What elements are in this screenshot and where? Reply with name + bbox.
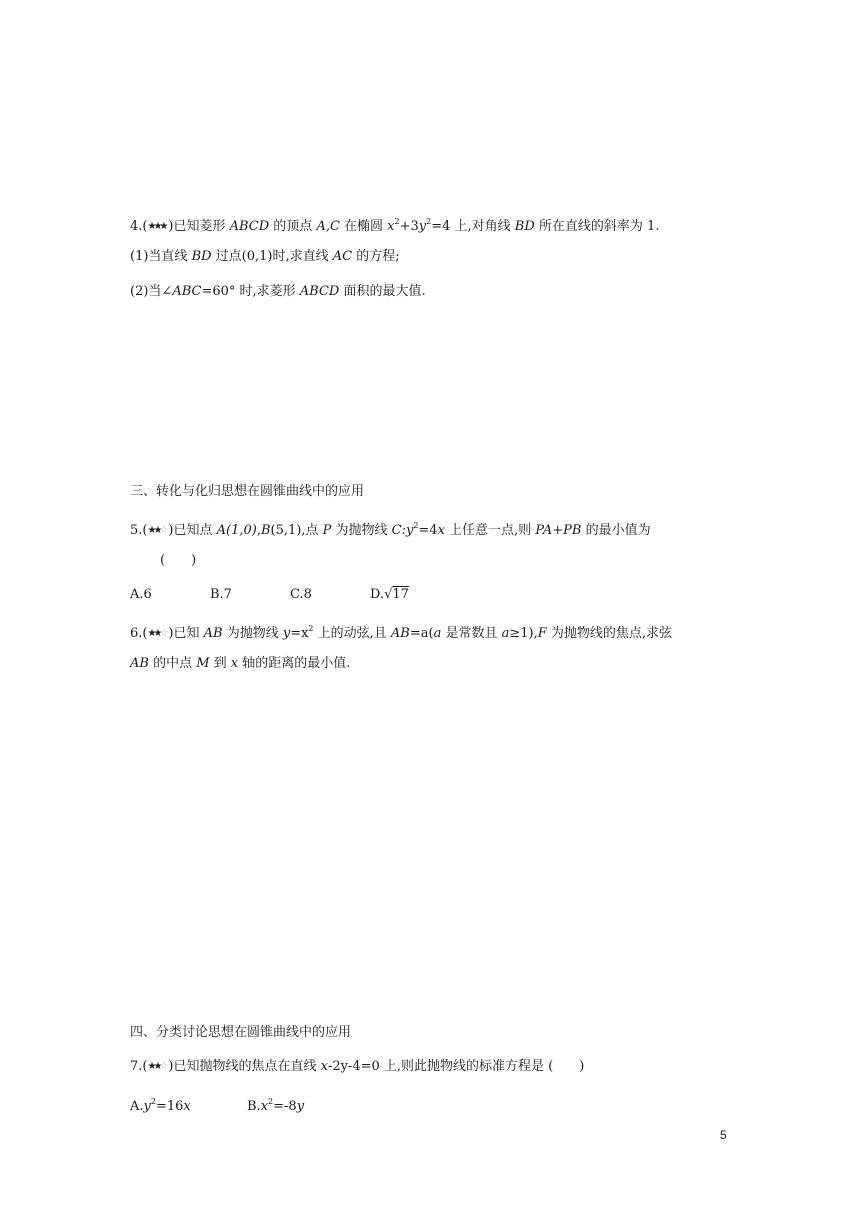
q4-subquestion-2: (2)当∠ABC=60° 时,求菱形 ABCD 面积的最大值.: [130, 284, 426, 299]
q5-option-d: D.√17: [370, 585, 409, 605]
difficulty-stars-icon: ★★☆: [147, 1061, 166, 1072]
difficulty-stars-icon: ★★☆: [147, 525, 166, 536]
q5-options: [130, 585, 409, 605]
section-3-heading: 三、转化与化归思想在圆锥曲线中的应用: [130, 484, 365, 499]
q7-options: [130, 1092, 304, 1117]
difficulty-stars-icon: ★★☆: [147, 628, 166, 639]
q4-number: 4.: [130, 219, 143, 234]
q5-line-1: 5.(★★☆ )已知点 A(1,0),B(5,1),点 P 为抛物线 $C:y^2=4x$ 上任意一点,则 PA+PB 的最小值为: [130, 516, 651, 541]
q4-line-1: 4.(★★★ )已知菱形 ABCD 的顶点 A,C 在椭圆 $x^2+3y^2=4$ 上,对角线 BD 所在直线的斜率为 1.: [130, 212, 659, 237]
q7-option-a: $A.y^2=16x$: [130, 1097, 191, 1114]
difficulty-stars-icon: ★★★: [147, 221, 166, 232]
q7-option-b: $B.x^2=-8y$: [247, 1097, 305, 1114]
q5-answer-paren: ( ): [160, 553, 197, 568]
section-4-heading: 四、分类讨论思想在圆锥曲线中的应用: [130, 1025, 352, 1040]
page-number: 5: [720, 1128, 727, 1142]
q6-number: 6.: [130, 626, 143, 641]
q5-option-b: B.7: [210, 587, 232, 602]
q7-line-1: 7.(★★☆ )已知抛物线的焦点在直线 x-2y-4=0 上,则此抛物线的标准方程是 ( ): [130, 1057, 584, 1077]
q5-option-c: C.8: [290, 587, 312, 602]
q6-line-1: 6.(★★☆ )已知 AB 为抛物线 $y=x^2$ 上的动弦,且 AB=a(a 是常数且 a≥1),F 为抛物线的焦点,求弦: [130, 619, 672, 644]
q5-option-a: A.6: [130, 587, 152, 602]
q4-subquestion-1: (1)当直线 BD 过点(0,1)时,求直线 AC 的方程;: [130, 249, 400, 264]
q7-number: 7.: [130, 1059, 143, 1074]
q6-line-2: AB 的中点 M 到 x 轴的距离的最小值.: [130, 656, 351, 671]
q5-number: 5.: [130, 523, 143, 538]
square-root-icon: √17: [384, 587, 409, 602]
